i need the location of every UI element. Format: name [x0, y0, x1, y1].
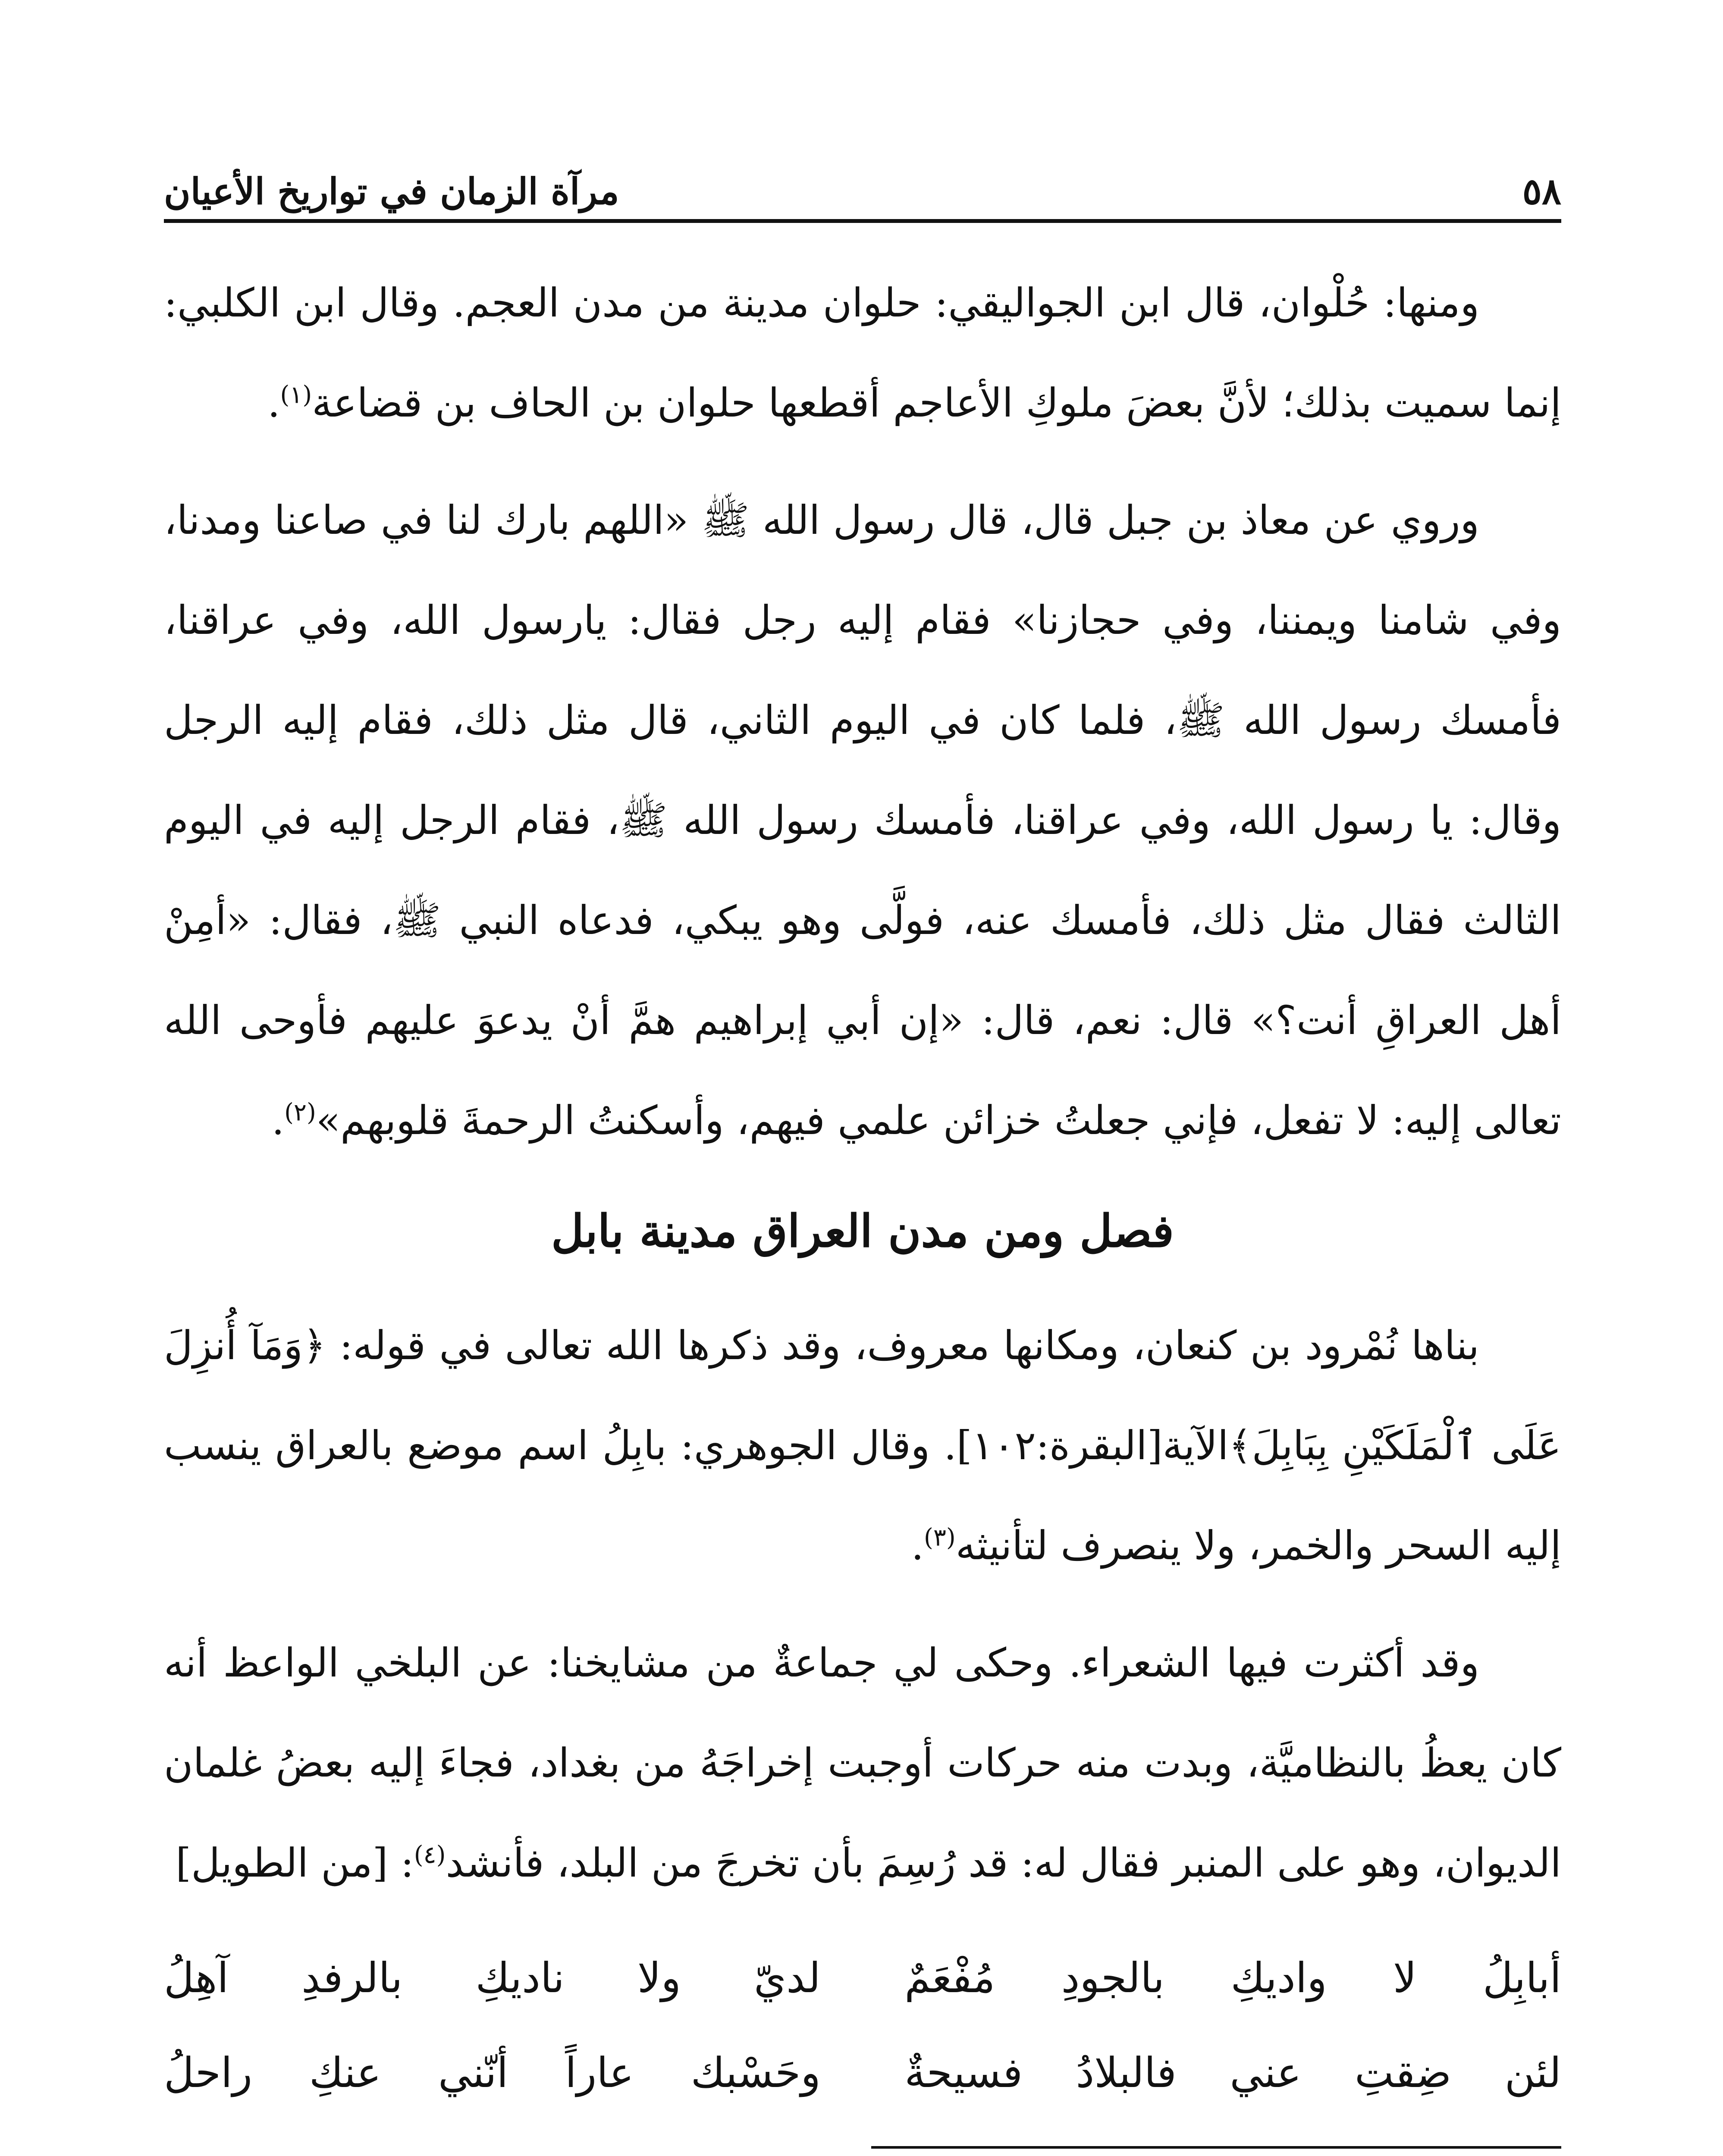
header-rule: [164, 219, 1561, 223]
poem-verse: [164, 2025, 1561, 2120]
book-title: مرآة الزمان في تواريخ الأعيان: [164, 169, 619, 213]
paragraph-end: : [من الطويل]: [176, 1840, 414, 1886]
footnote-ref: (٤): [414, 1841, 446, 1869]
page-number: ٥٨: [1522, 169, 1561, 213]
paragraph-text: ومنها: حُلْوان، قال ابن الجواليقي: حلوان مدينة من مدن العجم. وقال ابن الكلبي: إنما سميت بذلك؛ لأنَّ بعضَ ملوكِ الأعاجم أقطعها حلوان بن الحاف بن قضاعة: [164, 280, 1561, 426]
paragraph-end: .: [911, 1523, 924, 1569]
paragraph-text: وقد أكثرت فيها الشعراء. وحكى لي جماعةٌ من مشايخنا: عن البلخي الواعظ أنه كان يعظُ بالنظاميَّة، وبدت منه حركات أوجبت إخراجَهُ من بغداد، فجاءَ إليه بعضُ غلمان الديوان، وهو على المنبر فقال له: قد رُسِمَ بأن تخرجَ من البلد، فأنشد: [164, 1640, 1561, 1886]
paragraph-text: وروي عن معاذ بن جبل قال، قال رسول الله ﷺ «اللهم بارك لنا في صاعنا ومدنا، وفي شامنا ويمننا، وفي حجازنا» فقام إليه رجل فقال: يارسول الله، وفي عراقنا، فأمسك رسول الله ﷺ، فلما كان في اليوم الثاني، قال مثل ذلك، فقام إليه الرجل وقال: يا رسول الله، وفي عراقنا، فأمسك رسول الله ﷺ، فقام الرجل إليه في اليوم الثالث فقال مثل ذلك، فأمسك عنه، فولَّى وهو يبكي، فدعاه النبي ﷺ، فقال: «أمِنْ أهل العراقِ أنت؟» قال: نعم، قال: «إن أبي إبراهيم همَّ أنْ يدعوَ عليهم فأوحى الله تعالى إليه: لا تفعل، فإني جعلتُ خزائن علمي فيهم، وأسكنتُ الرحمةَ قلوبهم»: [164, 497, 1562, 1144]
verse-second-hemistich: وحَسْبك عاراً أنّني عنكِ راحلُ: [164, 2049, 821, 2097]
paragraph-balkhi: [164, 1613, 1561, 1913]
footnote-ref: (١): [280, 381, 312, 409]
verse-second-hemistich: لديّ ولا ناديكِ بالرفدِ آهِلُ: [164, 1954, 821, 2002]
verse-first-hemistich: أبابِلُ لا واديكِ بالجودِ مُفْعَمٌ: [904, 1954, 1561, 2002]
running-header: [164, 125, 1561, 219]
paragraph-babil: [164, 1296, 1561, 1596]
book-page: [164, 125, 1561, 2156]
footnote-ref: (٣): [923, 1523, 956, 1552]
section-heading: فصل ومن مدن العراق مدينة بابل: [551, 1204, 1174, 1257]
footnote-rule: [871, 2146, 1561, 2149]
paragraph-hadith: [164, 470, 1561, 1171]
paragraph-hulwan: [164, 253, 1561, 453]
paragraph-end: .: [271, 1097, 285, 1144]
paragraph-end: .: [267, 380, 280, 426]
poem-verse: [164, 1930, 1561, 2025]
footnote-ref: (٢): [284, 1098, 316, 1127]
paragraph-text: بناها نُمْرود بن كنعان، ومكانها معروف، وقد ذكرها الله تعالى في قوله: ﴿وَمَآ أُنزِلَ عَلَى ٱلْمَلَكَيْنِ بِبَابِلَ﴾الآية[البقرة:١٠٢]. وقال الجوهري: بابِلُ اسم موضع بالعراق ينسب إليه السحر والخمر، ولا ينصرف لتأنيثه: [164, 1322, 1561, 1569]
verse-first-hemistich: لئن ضِقتِ عني فالبلادُ فسيحةٌ: [904, 2049, 1561, 2097]
